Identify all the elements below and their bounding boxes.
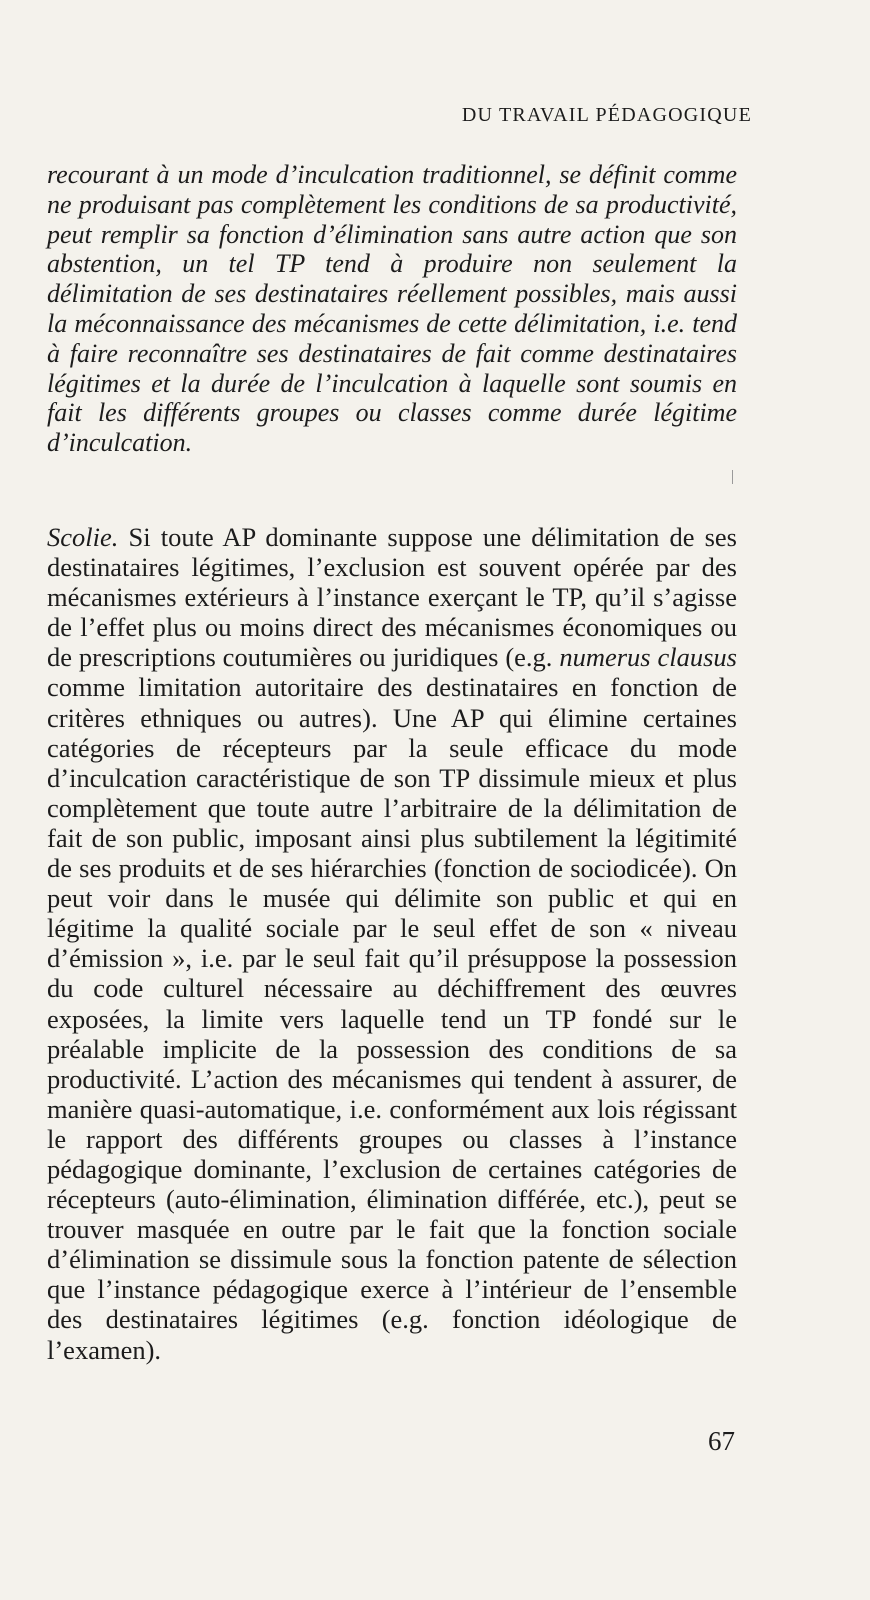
- numerus-clausus-emphasis: numerus clausus: [559, 642, 737, 673]
- scholium-label: Scolie.: [47, 522, 119, 552]
- running-header: DU TRAVAIL PÉDAGOGIQUE: [461, 104, 752, 126]
- scan-mark: [732, 470, 733, 484]
- scholium-text-part2: comme limitation autoritaire des destinataires en fonction de critères ethniques ou autres). Une AP qui élimine certaines catégories de récepteurs par la seule efficace du mode d’inculcation caractéristique de son TP dissimule mieux et plus complètement que toute autre l’arbitraire de la délimitation de fait de son public, imposant ainsi plus subtilement la légitimité de ses produits et de ses hiérarchies (fonction de sociodicée). On peut voir dans le musée qui délimite son public et qui en légitime la qualité sociale par le seul effet de son « niveau d’émission », i.e. par le seul fait qu’il présuppose la possession du code culturel nécessaire au déchiffrement des œuvres exposées, la limite vers laquelle tend un TP fondé sur le préalable implicite de la possession des conditions de sa productivité. L’action des mécanismes qui tendent à assurer, de manière quasi-automatique, i.e. conformément aux lois régissant le rapport des différents groupes ou classes à l’instance pédagogique dominante, l’exclusion de certaines catégories de récepteurs (auto-élimination, élimination différée, etc.), peut se trouver masquée en outre par le fait que la fonction sociale d’élimination se dissimule sous la fonction patente de sélection que l’instance pédagogique exerce à l’intérieur de l’ensemble des destinataires légitimes (e.g. fonction idéologique de l’examen).: [47, 672, 737, 1365]
- scholium-paragraph: [47, 522, 737, 1365]
- proposition-text: recourant à un mode d’inculcation traditionnel, se définit comme ne produisant pas complètement les conditions de sa productivité, peut remplir sa fonction d’élimination sans autre action que son abstention, un tel TP tend à produire non seulement la délimitation de ses destinataires réellement possibles, mais aussi la méconnaissance des mécanismes de cette délimitation, i.e. tend à faire reconnaître ses destinataires de fait comme destinataires légitimes et la durée de l’inculcation à laquelle sont soumis en fait les différents groupes ou classes comme durée légitime d’inculcation.: [47, 160, 737, 458]
- page-number: 67: [708, 1426, 735, 1456]
- scholium-text-part1: Si toute AP dominante suppose une délimitation de ses destinataires légitimes, l’exclusion est souvent opérée par des mécanismes extérieurs à l’instance exerçant le TP, qu’il s’agisse de l’effet plus ou moins direct des mécanismes économiques ou de prescriptions coutumières ou juridiques (e.g.: [47, 522, 737, 673]
